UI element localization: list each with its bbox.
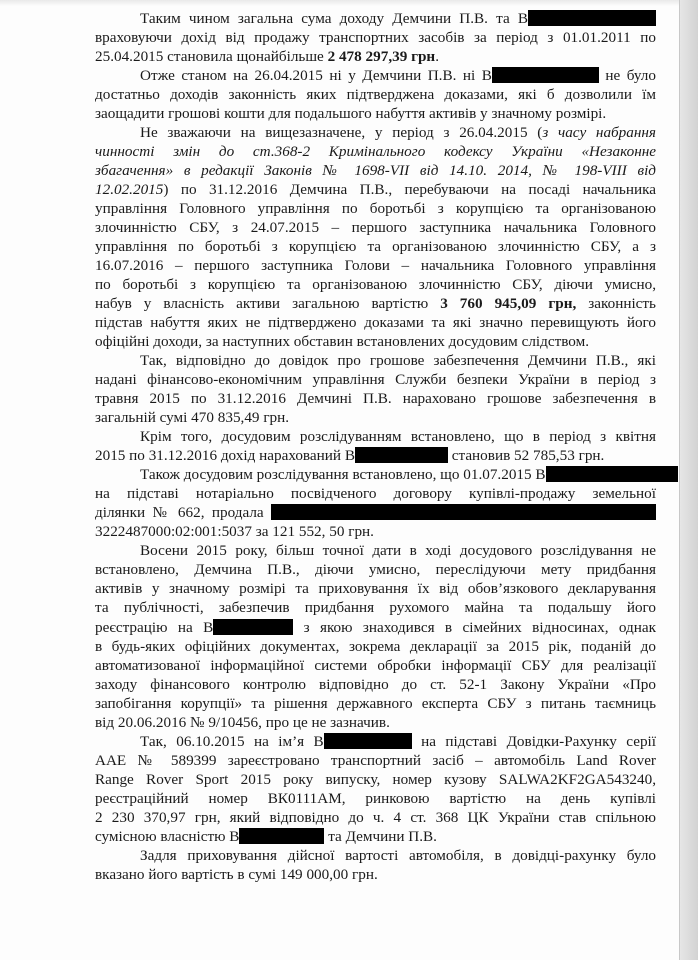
text-line	[95, 579, 656, 598]
text-run: не було	[598, 67, 656, 85]
scan-top-shadow	[0, 0, 680, 6]
text-run: .	[435, 48, 439, 66]
text-run: враховуючи дохід від продажу транспортних засобів за період з 01.01.2011 по	[95, 29, 656, 47]
text-run: становив 52 785,53 грн.	[447, 447, 605, 465]
text-run: травня 2015 по 31.12.2016 Демчині П.В. нараховано грошове забезпечення в	[95, 390, 656, 408]
text-line	[95, 465, 656, 484]
text-run: 3222487000:02:001:5037 за 121 552, 50 грн.	[95, 523, 374, 541]
text-line	[95, 675, 656, 694]
text-run: заощадити грошові кошти для подальшого набуття активів у значному розмірі.	[95, 105, 607, 123]
bold-amount: 2 478 297,39 грн	[327, 48, 436, 66]
text-line	[95, 104, 656, 123]
text-run: 2 230 370,97 грн, який відповідно до ч. 4 ст. 368 ЦК України став спільною	[95, 808, 656, 826]
text-run: ділянки № 662, продала	[95, 504, 271, 522]
text-run: в будь-яких офіційних документах, зокрема декларації за 2015 рік, поданій до	[95, 637, 656, 655]
text-run: управління Головного управління по боротьбі з корупцією та організованою	[95, 200, 656, 218]
text-line	[95, 85, 656, 104]
text-line	[95, 713, 656, 732]
text-run: Отже станом на 26.04.2015 ні у Демчини П.В. ні В	[140, 67, 492, 85]
redaction-block	[271, 504, 656, 520]
text-line	[95, 161, 656, 180]
italic-text: з часу набрання	[542, 124, 656, 142]
text-run: Крім того, досудовим розслідуванням встановлено, що в період з квітня	[140, 428, 656, 446]
text-line	[95, 446, 656, 465]
text-line	[95, 732, 656, 751]
text-line	[95, 389, 656, 408]
text-run: ) по 31.12.2016 Демчина П.В., перебуваючи на посаді начальника	[163, 181, 656, 199]
redaction-block	[355, 447, 448, 463]
paragraph	[95, 123, 656, 351]
paragraph	[95, 465, 656, 541]
text-run: Не зважаючи на вищезазначене, у період з 26.04.2015 (	[140, 124, 543, 142]
text-run: Також досудовим розслідування встановлено, що 01.07.2015 В	[140, 466, 546, 484]
text-run: по боротьбі з корупцією та організованою злочинністю СБУ, діючи умисно,	[95, 276, 656, 294]
paragraph	[95, 846, 656, 884]
redaction-block	[239, 828, 324, 844]
text-run: законність	[576, 295, 656, 313]
text-run: активів у значному розмірі та приховування їх від обов’язкового декларування	[95, 580, 656, 598]
text-run: надані фінансово-економічним управління Служби безпеки України в період з	[95, 371, 656, 389]
text-line	[95, 408, 656, 427]
text-line	[95, 598, 656, 617]
text-line	[95, 180, 656, 199]
text-run: реєстрацію на В	[95, 618, 214, 636]
text-run: запобігання корупції» та рішення державного експерта СБУ з питань таємниць	[95, 694, 656, 712]
text-line	[95, 294, 656, 313]
text-line	[95, 313, 656, 332]
bold-amount: 3 760 945,09 грн,	[440, 295, 577, 313]
text-run: офіційні доходи, за наступних обставин встановлених досудовим слідством.	[95, 333, 590, 351]
text-run: Восени 2015 року, більш точної дати в ході досудового розслідування не	[140, 542, 656, 560]
text-line	[95, 370, 656, 389]
paragraph	[95, 9, 656, 66]
redaction-block	[324, 733, 412, 749]
text-line	[95, 275, 656, 294]
text-run: заходу фінансового контролю відповідно до ст. 52-1 Закону України «Про	[95, 675, 656, 693]
redaction-block	[213, 619, 293, 635]
text-line	[95, 522, 656, 541]
text-run: злочинністю СБУ, з 24.07.2015 – першого заступника начальника Головного	[95, 219, 656, 237]
italic-text: чинності змін до ст.368-2 Кримінального кодексу України «Незаконне	[95, 143, 656, 161]
text-line	[95, 142, 656, 161]
text-line	[95, 846, 656, 865]
text-line	[95, 503, 656, 522]
text-run: встановлено, Демчина П.В., діючи умисно, переслідуючи мету придбання	[95, 561, 656, 579]
page-edge-shadow	[679, 0, 698, 960]
text-line	[95, 484, 656, 503]
paragraph	[95, 351, 656, 427]
text-run: вказано його вартість в сумі 149 000,00 грн.	[95, 865, 378, 883]
text-line	[95, 28, 656, 47]
italic-text: збагачення» в редакції Законів № 1698-VII від 14.10. 2014, № 198-VIII від	[95, 162, 656, 180]
text-line	[95, 694, 656, 713]
paragraph	[95, 732, 656, 846]
text-line	[95, 770, 656, 789]
text-line	[95, 618, 656, 637]
text-run: набув у власність активи загальною вартістю	[95, 295, 441, 313]
text-run: сумісною власністю В	[95, 827, 240, 845]
text-line	[95, 218, 656, 237]
text-line	[95, 865, 656, 884]
text-line	[95, 237, 656, 256]
text-run: управління по боротьбі з корупцією та організованою злочинністю СБУ, а з	[95, 238, 656, 256]
text-line	[95, 751, 656, 770]
text-run: Задля приховування дійсної вартості автомобіля, в довідці-рахунку було	[140, 846, 656, 864]
text-run: достатньо доходів законність яких підтверджена доказами, які б дозволили їм	[95, 86, 656, 104]
text-line	[95, 9, 656, 28]
redaction-block	[492, 67, 599, 83]
italic-text: 12.02.2015	[95, 181, 164, 199]
redaction-block	[528, 10, 656, 26]
text-run: Range Rover Sport 2015 року випуску, номер кузову SALWA2KF2GA543240,	[95, 770, 656, 788]
text-run: та Демчини П.В.	[324, 827, 437, 845]
paragraph	[95, 66, 656, 123]
text-run: реєстраційний номер ВК0111АМ, ринковою вартістю на день купівлі	[95, 789, 656, 807]
text-run: Таким чином загальна сума доходу Демчини П.В. та В	[140, 10, 528, 27]
text-line	[95, 789, 656, 808]
text-line	[95, 560, 656, 579]
text-line	[95, 427, 656, 446]
document-body	[95, 9, 656, 884]
text-run: 25.04.2015 становила щонайбільше	[95, 48, 328, 66]
text-run: на підставі нотаріально посвідченого договору купівлі-продажу земельної	[95, 485, 656, 503]
text-line	[95, 47, 656, 66]
text-line	[95, 637, 656, 656]
text-run: ААЕ № 589399 зареєстровано транспортний засіб – автомобіль Land Rover	[95, 751, 656, 769]
text-run: та публічності, забезпечив придбання рухомого майна та подальшу його	[95, 599, 656, 617]
text-run: загальній сумі 470 835,49 грн.	[95, 409, 290, 427]
text-line	[95, 827, 656, 846]
text-line	[95, 256, 656, 275]
text-line	[95, 351, 656, 370]
paragraph	[95, 541, 656, 731]
text-line	[95, 656, 656, 675]
text-run: підстав набуття яких не підтверджено доказами та які значно перевищують його	[95, 314, 656, 332]
text-run: від 20.06.2016 № 9/10456, про це не зазначив.	[95, 713, 390, 731]
text-run: на підставі Довідки-Рахунку серії	[411, 732, 656, 750]
text-run: з якою знаходився в сімейних відносинах, однак	[293, 618, 656, 636]
text-line	[95, 332, 656, 351]
redaction-block	[546, 466, 678, 482]
text-run: 2015 по 31.12.2016 дохід нарахований В	[95, 447, 355, 465]
text-line	[95, 808, 656, 827]
text-line	[95, 199, 656, 218]
text-run: 16.07.2016 – першого заступника Голови – начальника Головного управління	[95, 257, 656, 275]
text-line	[95, 541, 656, 560]
text-run: Так, 06.10.2015 на ім’я В	[140, 732, 324, 750]
text-line	[95, 66, 656, 85]
text-run: Так, відповідно до довідок про грошове забезпечення Демчини П.В., які	[140, 352, 656, 370]
text-run: автоматизованої інформаційної системи обробки інформації СБУ для реалізації	[95, 656, 656, 674]
paragraph	[95, 427, 656, 465]
text-line	[95, 123, 656, 142]
